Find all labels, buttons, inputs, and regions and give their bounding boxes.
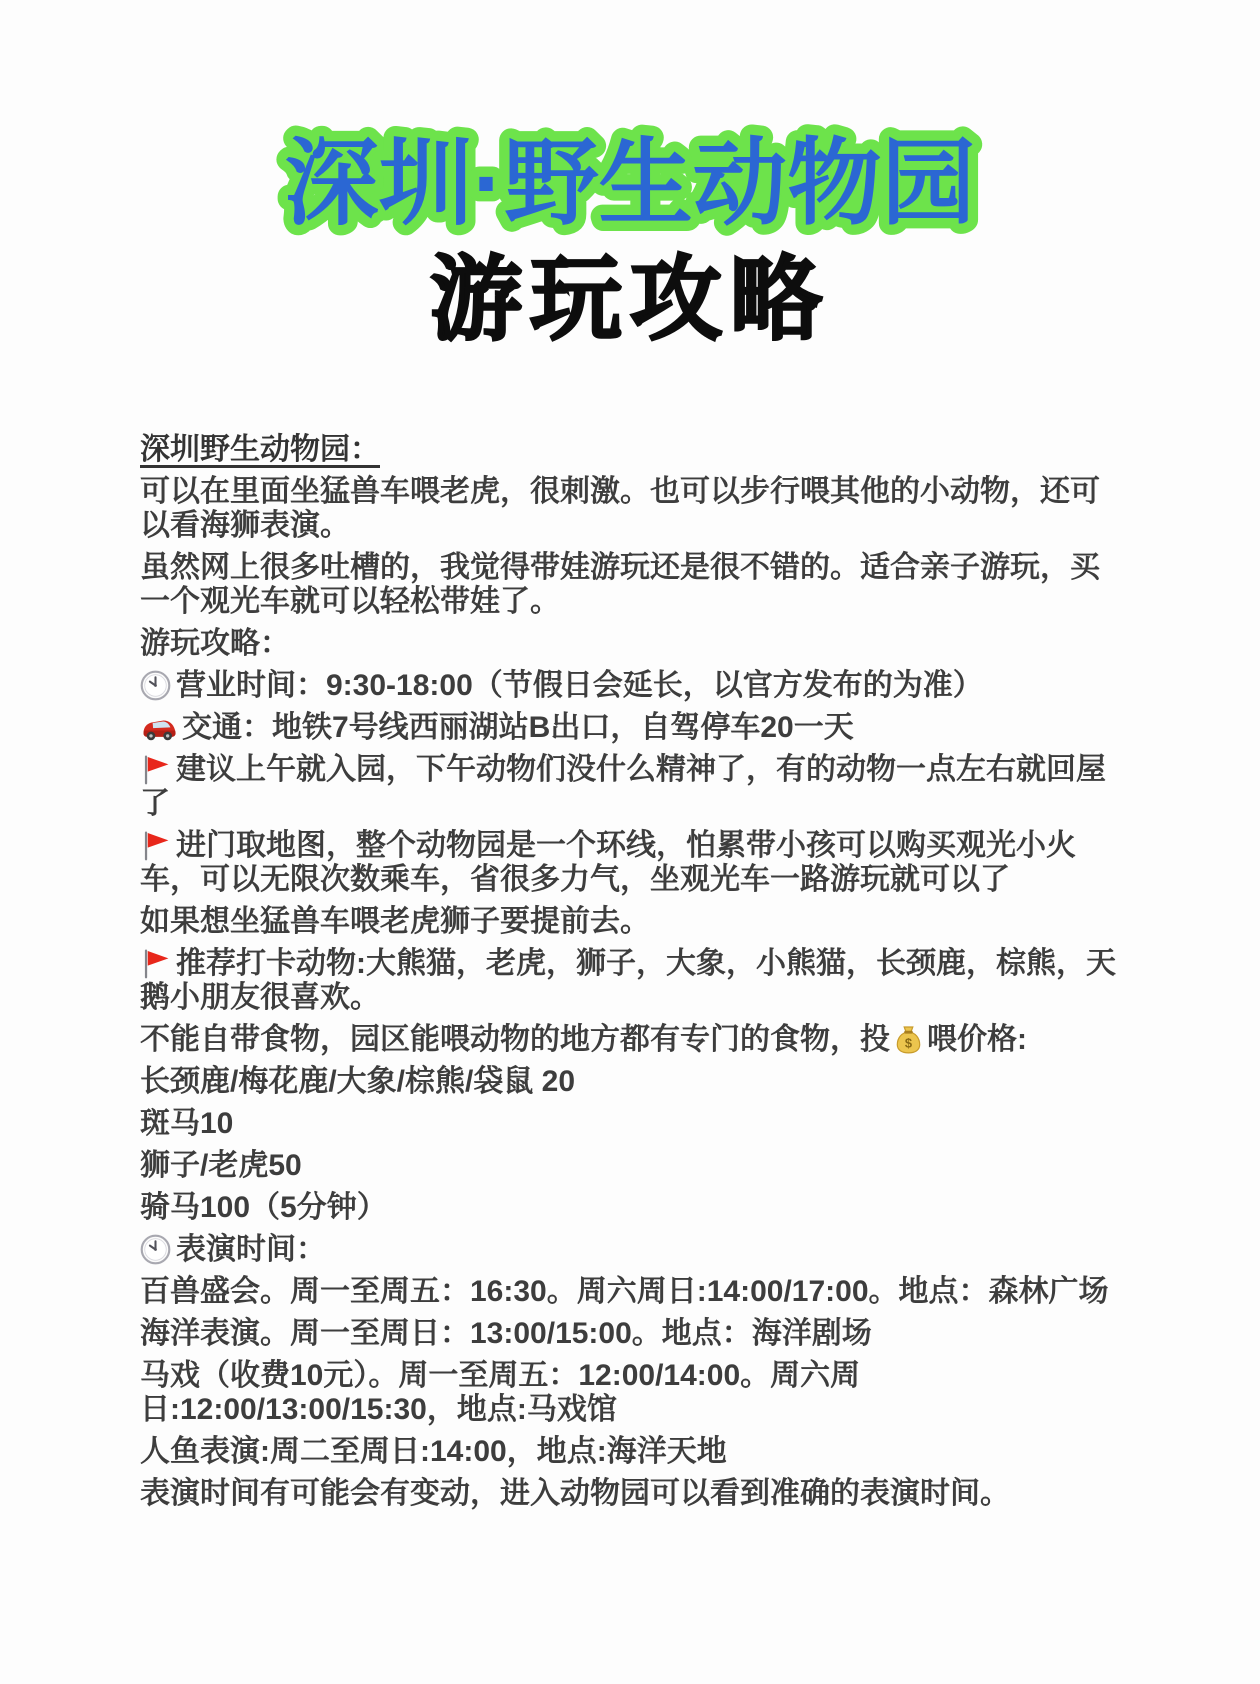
flag-icon	[140, 754, 171, 785]
opening-hours-text: 营业时间：9:30-18:00（节假日会延长，以官方发布的为准）	[176, 668, 983, 702]
clock-icon	[140, 1234, 171, 1265]
tip-animals-text: 推荐打卡动物:大熊猫，老虎，狮子，大象，小熊猫，长颈鹿，棕熊，天鹅小朋友很喜欢。	[140, 946, 1116, 1014]
money-bag-icon	[893, 1024, 924, 1055]
tip-morning-text: 建议上午就入园，下午动物们没什么精神了，有的动物一点左右就回屋了	[140, 752, 1106, 820]
flag-icon	[140, 948, 171, 979]
main-title-art	[235, 112, 1025, 244]
flag-icon	[140, 830, 171, 861]
intro-paragraph-2: 虽然网上很多吐槽的，我觉得带娃游玩还是很不错的。适合亲子游玩，买一个观光车就可以轻松带娃了。	[140, 550, 1100, 618]
show-schedule-note: 表演时间有可能会有变动，进入动物园可以看到准确的表演时间。	[140, 1476, 1010, 1510]
guide-section-heading: 游玩攻略：	[140, 626, 290, 660]
opening-hours-line	[140, 669, 1120, 703]
feeding-price-line: 斑马10	[140, 1106, 234, 1140]
tip-beast-car-line: 如果想坐猛兽车喂老虎狮子要提前去。	[140, 904, 650, 938]
car-icon	[140, 713, 177, 743]
transport-text: 交通：地铁7号线西丽湖站B出口，自驾停车20一天	[182, 710, 854, 744]
feeding-intro-after: 喂价格:	[927, 1022, 1027, 1056]
show-schedule-line: 海洋表演。周一至周日：13:00/15:00。地点：海洋剧场	[140, 1316, 872, 1350]
subtitle: 游玩攻略	[429, 249, 830, 351]
tip-map-line	[140, 829, 1120, 897]
intro-paragraph-1: 可以在里面坐猛兽车喂老虎，很刺激。也可以步行喂其他的小动物，还可以看海狮表演。	[140, 474, 1100, 542]
feeding-price-line: 骑马100（5分钟）	[140, 1190, 387, 1224]
show-schedule-line: 马戏（收费10元）。周一至周五：12:00/14:00。周六周日:12:00/13:00/15:30，地点:马戏馆	[140, 1358, 861, 1426]
park-section-heading: 深圳野生动物园：	[140, 432, 380, 466]
note-body	[140, 433, 1120, 1511]
feeding-price-line: 狮子/老虎50	[140, 1148, 302, 1182]
feeding-intro-before: 不能自带食物，园区能喂动物的地方都有专门的食物，投	[140, 1022, 890, 1056]
shows-heading-line	[140, 1233, 1120, 1267]
show-schedule-line: 百兽盛会。周一至周五：16:30。周六周日:14:00/17:00。地点：森林广场	[140, 1274, 1109, 1308]
main-title-text: 深圳·野生动物园	[284, 130, 976, 236]
tip-morning-line	[140, 753, 1120, 821]
show-schedule-line: 人鱼表演:周二至周日:14:00，地点:海洋天地	[140, 1434, 727, 1468]
tip-map-text: 进门取地图，整个动物园是一个环线，怕累带小孩可以购买观光小火车，可以无限次数乘车，省很多力气，坐观光车一路游玩就可以了	[140, 828, 1076, 896]
feeding-intro-line	[140, 1023, 1120, 1057]
transport-line	[140, 711, 1120, 745]
feeding-price-line: 长颈鹿/梅花鹿/大象/棕熊/袋鼠 20	[140, 1064, 576, 1098]
shows-heading-text: 表演时间：	[176, 1232, 326, 1266]
clock-icon	[140, 670, 171, 701]
header	[0, 0, 1260, 349]
tip-animals-line	[140, 947, 1120, 1015]
svg-text:$: $	[904, 1035, 913, 1051]
